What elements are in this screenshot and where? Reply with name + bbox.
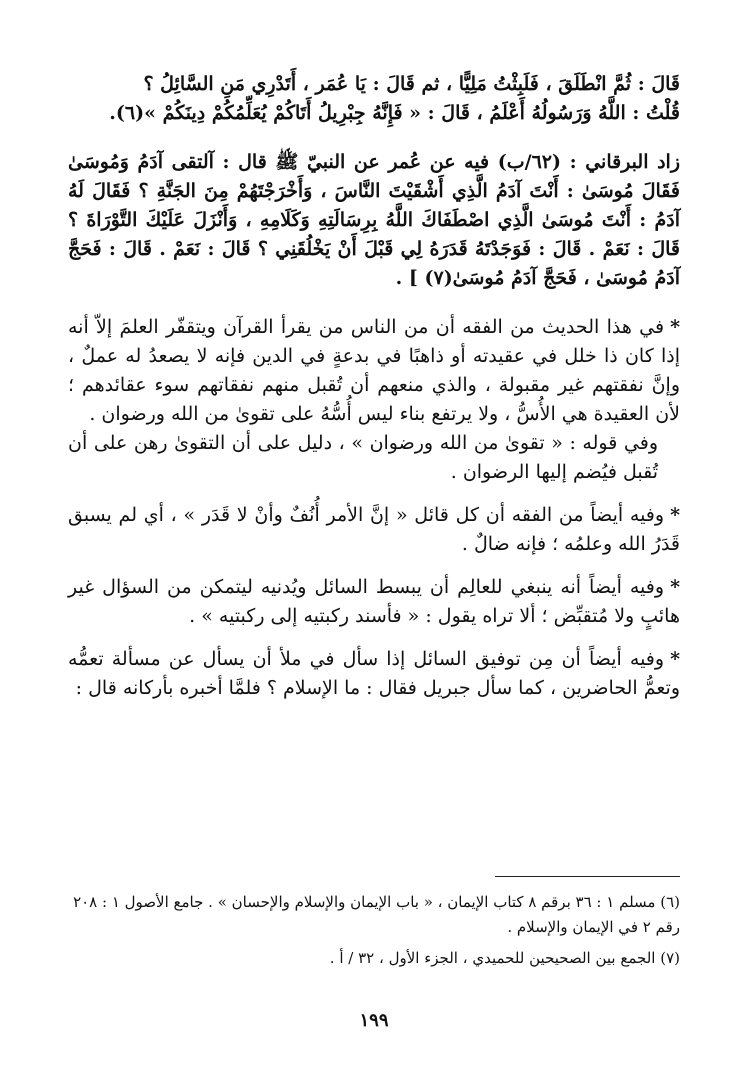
point-4 <box>68 645 680 703</box>
footnote-6: (٦) مسلم ١ : ٣٦ برقم ٨ كتاب الإيمان ، « باب الإيمان والإسلام والإحسان » . جامع الأصول ١ : ٢٠٨ رقم ٢ في الإيمان والإسلام . <box>73 893 680 936</box>
bullet-icon: * <box>670 648 681 670</box>
page-number: ١٩٩ <box>359 1010 389 1031</box>
point-3-text: وفيه أيضاً أنه ينبغي للعالِم أن يبسط السائل ويُدنيه ليتمكن من السؤال غير هائبٍ ولا مُتقبِّض ؛ ألا تراه يقول : « فأسند ركبتيه إلى ركبتيه » . <box>68 576 680 627</box>
point-1-continuation: وفي قوله : « تقوىٰ من الله ورضوان » ، دليل على أن التقوىٰ رهن على أن تُقبل فيُضم إليها الرضوان . <box>68 432 658 483</box>
point-2-text: وفيه أيضاً من الفقه أن كل قائل « إنَّ الأمر أُنُفٌ وأنْ لا قَدَر » ، أي لم يسبق قَدَرُ الله وعلمُه ؛ فإنه ضالٌ . <box>68 504 680 555</box>
book-page <box>68 70 680 1085</box>
point-1 <box>68 313 680 429</box>
bullet-icon: * <box>670 576 680 598</box>
point-4-text: وفيه أيضاً أن مِن توفيق السائل إذا سأل في ملأ أن يسأل عن مسألة تعمُّه وتعمُّ الحاضرين ، كما سأل جبريل فقال : ما الإسلام ؟ فلمَّا أخبره بأركانه قال : <box>68 648 680 699</box>
point-1-text: في هذا الحديث من الفقه أن من الناس من يقرأ القرآن ويتقفّر العلمَ إلاّ أنه إذا كان ذا خلل في عقيدته أو ذاهبًا في بدعةٍ في الدين فإنه لا يصعدُ له عملٌ ، وإنَّ نفقتهم غير مقبولة ، والذي منعهم أن تُقبل منهم نفقاتهم سوء عقائدهم ؛ لأن العقيدة هي الأُسُّ ، ولا يرتفع بناء ليس أُسُّهُ على تقوىٰ من الله ورضوان . <box>68 316 680 425</box>
bullet-icon: * <box>670 316 680 338</box>
barqani-addition: زاد البرقاني : (٦٢/ب) فيه عن عُمر عن النبيّ ﷺ قال : آلتقى آدَمُ وَمُوسَىٰ فَقَالَ مُوسَىٰ : أَنْتَ آدَمُ الَّذِي أَشْقَيْتَ النَّاسَ ، وَأَخْرَجْتَهُمْ مِنَ الجَنَّةِ ؟ فَقَالَ لَهُ آدَمُ : أَنْتَ مُوسَىٰ الَّذِي اصْطَفَاكَ اللَّهُ بِرِسَالَتِهِ وَكَلَامِهِ ، وَأَنْزَلَ عَلَيْكَ التَّوْرَاةَ ؟ قَالَ : نَعَمْ . قَالَ : فَوَجَدْتَهُ قَدَرَهُ لِي قَبْلَ أَنْ يَخْلُقَنِي ؟ قَالَ : نَعَمْ . قَالَ : فَحَجَّ آدَمُ مُوسَىٰ ، فَحَجَّ آدَمُ مُوسَىٰ(٧) ] . <box>68 151 680 289</box>
point-2 <box>68 501 680 559</box>
hadith-line-1: قَالَ : ثُمَّ انْطَلَقَ ، فَلَبِثْتُ مَلِيًّا ، ثم قَالَ : يَا عُمَر ، أَتَدْرِي مَنِ السَّائِلُ ؟ <box>143 73 680 95</box>
footnote-divider <box>495 876 680 877</box>
bullet-icon: * <box>670 504 680 526</box>
point-3 <box>68 573 680 631</box>
hadith-line-2: قُلْتُ : اللَّهُ وَرَسُولُهُ أَعْلَمُ ، قَالَ : « فَإِنَّهُ جِبْرِيلُ أَتَاكُمْ يُعَلِّمُكُمْ دِينَكُمْ »(٦). <box>109 102 680 124</box>
footnotes <box>68 890 680 977</box>
footnote-7: (٧) الجمع بين الصحيحين للحميدي ، الجزء الأول ، ٣٢ / أ . <box>329 949 680 967</box>
